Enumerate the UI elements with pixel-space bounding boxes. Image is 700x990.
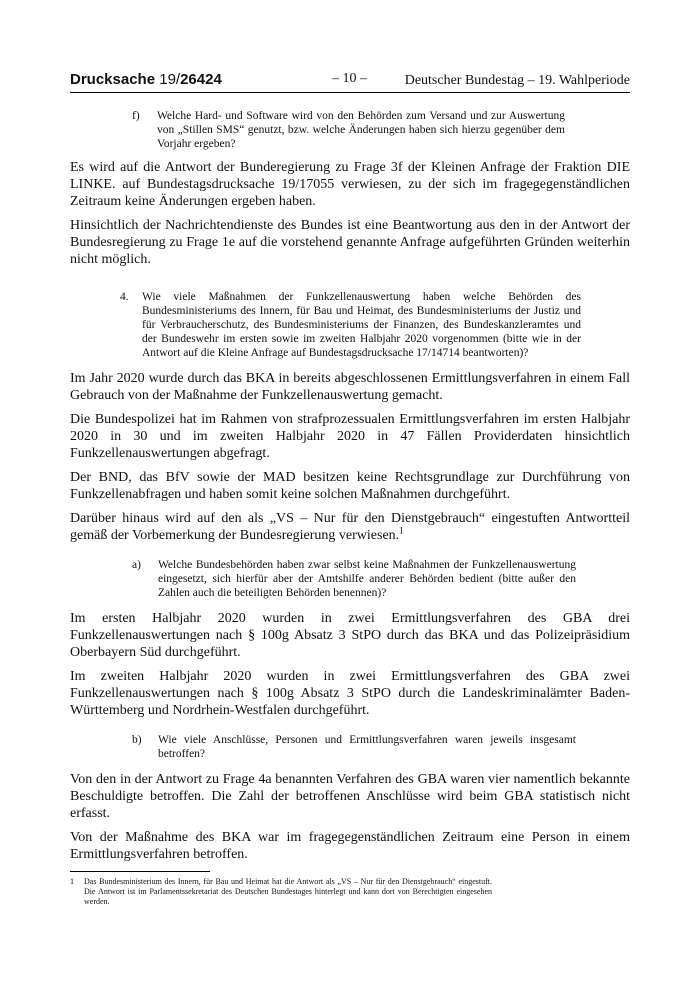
page-content [70,109,630,870]
answer-paragraph: Im Jahr 2020 wurde durch das BKA in bereits abgeschlossenen Ermittlungsverfahren in einem Fall Gebrauch von der Maßnahme der Funkzellenauswertung gemacht. [70,371,630,403]
question-text: Welche Bundesbehörden haben zwar selbst keine Maßnahmen der Funkzellenauswertung eingesetzt, sich hierfür aber der Amtshilfe anderer Behörden bedient (bitte außer den Zahlen auch die beteiligten Behörden benennen)? [158,559,576,599]
question-text: Welche Hard- und Software wird von den Behörden zum Versand und zur Auswertung von „Stillen SMS“ genutzt, bzw. welche Änderungen haben sich hierzu gegenüber dem Vorjahr ergeben? [157,110,565,150]
document-number: Drucksache 19/26424 [70,71,222,88]
page-number: – 10 – [332,71,367,86]
answer-paragraph: Die Bundespolizei hat im Rahmen von strafprozessualen Ermittlungsverfahren im ersten Halbjahr 2020 in 30 und im zweiten Halbjahr 2020 in 47 Fällen Providerdaten hinsichtlich Funkzellenauswertungen abgefragt. [70,412,630,461]
answer-paragraph: Hinsichtlich der Nachrichtendienste des Bundes ist eine Beantwortung aus den in der Antwort der Bundesregierung zu Frage 1e auf die vorstehend genannte Anfrage aufgeführten Gründen weiterhin nicht möglich. [70,218,630,267]
question-text: Wie viele Anschlüsse, Personen und Ermittlungsverfahren waren jeweils insgesamt betroffen? [158,734,576,760]
question-label: 4. [120,291,129,303]
question-4 [120,290,581,360]
page-header [70,71,630,89]
footnote-rule [70,871,210,872]
question-4b [132,733,576,761]
answer-paragraph: Von den in der Antwort zu Frage 4a benannten Verfahren des GBA waren vier namentlich bekannte Beschuldigte betroffen. Die Zahl der betroffenen Anschlüsse wird beim GBA statistisch nicht erfasst. [70,772,630,821]
answer-paragraph: Es wird auf die Antwort der Bunderegierung zu Frage 3f der Kleinen Anfrage der Fraktion DIE LINKE. auf Bundestagsdrucksache 19/17055 verwiesen, zu der sich im fragegegenständlichen Zeitraum keine Änderungen ergeben haben. [70,160,630,209]
answer-paragraph: Im zweiten Halbjahr 2020 wurden in zwei Ermittlungsverfahren des GBA zwei Funkzellenauswertungen nach § 100g Absatz 3 StPO durch die Landeskriminalämter Baden-Württemberg und Nordrhein-Westfalen durchgeführt. [70,669,630,718]
question-text: Wie viele Maßnahmen der Funkzellenauswertung haben welche Behörden des Bundesministeriums des Innern, für Bau und Heimat, des Bundesministeriums der Justiz und für Verbraucherschutz, des Bundesministeriums der Finanzen, des Bundeskanzleramtes und der Bundeswehr im ersten sowie im zweiten Halbjahr 2020 vorgenommen (bitte wie in der Antwort auf die Kleine Anfrage auf Bundestagsdrucksache 17/14714 beantworten)? [142,291,581,359]
answer-paragraph: Von der Maßnahme des BKA war im fragegegenständlichen Zeitraum eine Person in einem Ermittlungsverfahren betroffen. [70,830,630,862]
question-4a [132,558,576,600]
question-label: a) [132,559,141,571]
footnote-reference[interactable]: 1 [399,525,404,536]
question-f [132,109,565,151]
publisher: Deutscher Bundestag – 19. Wahlperiode [404,73,630,88]
answer-paragraph: Im ersten Halbjahr 2020 wurden in zwei Ermittlungsverfahren des GBA drei Funkzellenauswertungen nach § 100g Absatz 3 StPO durch das BKA und das Polizeipräsidium Oberbayern Süd durchgeführt. [70,611,630,660]
footnote [70,877,492,907]
answer-paragraph: Der BND, das BfV sowie der MAD besitzen keine Rechtsgrundlage zur Durchführung von Funkzellenabfragen und haben somit keine solchen Maßnahmen durchgeführt. [70,470,630,502]
question-label: f) [132,110,140,122]
footnote-text: Das Bundesministerium des Innern, für Bau und Heimat hat die Antwort als „VS – Nur für den Dienstgebrauch“ eingestuft. Die Antwort ist im Parlamentssekretariat des Deutschen Bundestages hinterlegt und kann dort von Berechtigten eingesehen werden. [84,877,492,906]
header-rule [70,92,630,93]
footnote-label: 1 [70,877,74,886]
answer-paragraph-with-footnote: Darüber hinaus wird auf den als „VS – Nur für den Dienstgebrauch“ eingestuften Antwortteil gemäß der Vorbemerkung der Bundesregierung verwiesen.$^1$ [70,511,630,543]
question-label: b) [132,734,142,746]
